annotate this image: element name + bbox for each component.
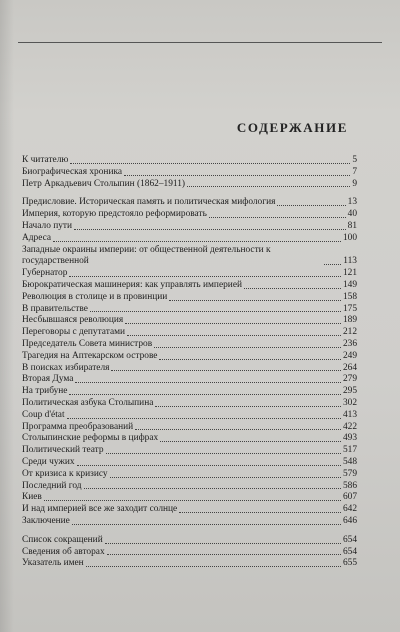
toc-entry [22, 469, 357, 481]
dot-leader [324, 263, 341, 265]
dot-leader [106, 452, 341, 454]
toc-entry-page: 236 [342, 338, 357, 349]
toc-entry-title: Среди чужих [22, 456, 75, 467]
toc-entry-title: Последний год [22, 480, 82, 491]
dot-leader [135, 428, 341, 430]
toc-entry-page: 212 [342, 327, 357, 338]
toc-entry-page: 413 [342, 409, 357, 420]
toc-entry-title: И над империей все же заходит солнце [22, 504, 178, 515]
toc-entry-title: Бюрократическая машинерия: как управлять империей [22, 279, 242, 290]
toc-entry [22, 516, 357, 528]
toc-entry [22, 155, 357, 167]
dot-leader [154, 346, 341, 348]
toc-entry [22, 221, 357, 233]
toc-entry-title: Переговоры с депутатами [22, 327, 126, 338]
toc-entry [22, 245, 357, 269]
dot-leader [75, 381, 341, 383]
toc-entry [22, 433, 357, 445]
toc-entry [22, 280, 357, 292]
toc-entry-page: 422 [342, 421, 357, 432]
toc-entry-title: Киев [22, 492, 42, 503]
dot-leader [160, 440, 341, 442]
toc-entry-title: Сведения об авторах [22, 546, 105, 557]
toc-entry-page: 642 [342, 504, 357, 515]
toc-entry-title: Предисловие. Историческая память и политическая мифология [22, 197, 276, 208]
toc-entry-title: Председатель Совета министров [22, 338, 153, 349]
dot-leader [209, 216, 346, 218]
toc-entry [22, 410, 357, 422]
toc-entry-title: Революция в столице и в провинции [22, 291, 168, 302]
toc-entry-title: В поисках избирателя [22, 362, 110, 373]
toc-entry-page: 40 [347, 209, 357, 220]
toc-entry-title: Империя, которую предстояло реформировать [22, 209, 207, 220]
toc-entry-page: 158 [342, 291, 357, 302]
toc-entry-title: Трагедия на Аптекарском острове [22, 350, 158, 361]
toc-entry-title: Политический театр [22, 445, 104, 456]
dot-leader [105, 542, 341, 544]
dot-leader [74, 228, 346, 230]
toc-entry [22, 504, 357, 516]
toc-entry-title: Петр Аркадьевич Столыпин (1862–1911) [22, 178, 186, 189]
toc-entry-page: 493 [342, 433, 357, 444]
toc-entry-page: 189 [342, 315, 357, 326]
toc-entry-page: 295 [342, 386, 357, 397]
dot-leader [127, 334, 341, 336]
toc-entry [22, 233, 357, 245]
toc-entry [22, 339, 357, 351]
dot-leader [86, 565, 341, 567]
toc-entry [22, 386, 357, 398]
toc-entry-page: 655 [342, 558, 357, 569]
toc-entry [22, 445, 357, 457]
toc-entry [22, 374, 357, 386]
dot-leader [169, 299, 341, 301]
toc-entry-title: Губернатор [22, 268, 68, 279]
toc-entry-title: Заключение [22, 515, 70, 526]
toc-entry [22, 558, 357, 570]
toc-entry-page: 175 [342, 303, 357, 314]
toc-entry-title: Начало пути [22, 220, 73, 231]
toc-entry-page: 113 [343, 256, 357, 267]
toc-entry-page: 81 [347, 220, 357, 231]
toc-entry-page: 264 [342, 362, 357, 373]
dot-leader [70, 162, 350, 164]
toc-entry-page: 13 [347, 197, 357, 208]
toc-entry-page: 279 [342, 374, 357, 385]
toc-entry-title: Coup d'état [22, 409, 65, 420]
toc-entry-page: 121 [342, 268, 357, 279]
toc-entry-page: 302 [342, 397, 357, 408]
toc-entry [22, 457, 357, 469]
toc-entry-page: 646 [342, 515, 357, 526]
toc-entry [22, 547, 357, 559]
dot-leader [159, 358, 340, 360]
toc-entry [22, 315, 357, 327]
toc-entry-page: 517 [342, 445, 357, 456]
toc-entry-page: 100 [342, 232, 357, 243]
table-of-contents [22, 155, 357, 570]
toc-entry [22, 197, 357, 209]
toc-entry-title: Столыпинские реформы в цифрах [22, 433, 159, 444]
toc-entry-page: 5 [352, 155, 357, 165]
dot-leader [69, 275, 341, 277]
toc-entry [22, 268, 357, 280]
toc-entry-page: 149 [342, 279, 357, 290]
toc-entry [22, 422, 357, 434]
dot-leader [67, 417, 341, 419]
toc-entry [22, 327, 357, 339]
toc-entry [22, 304, 357, 316]
toc-entry [22, 481, 357, 493]
toc-entry [22, 351, 357, 363]
dot-leader [69, 393, 340, 395]
toc-entry-title: Западные окраины империи: от общественной деятельности к государственной [22, 244, 271, 267]
toc-entry-page: 579 [342, 468, 357, 479]
toc-entry-title: От кризиса к кризису [22, 468, 108, 479]
top-rule [18, 42, 382, 43]
dot-leader [44, 499, 341, 501]
toc-entry-title: Программа преобразований [22, 421, 134, 432]
dot-leader [53, 240, 341, 242]
dot-leader [77, 464, 341, 466]
toc-entry-page: 607 [342, 492, 357, 503]
dot-leader [125, 322, 341, 324]
toc-entry [22, 209, 357, 221]
toc-entry-title: К читателю [22, 155, 69, 165]
toc-entry-title: На трибуне [22, 386, 68, 397]
dot-leader [111, 369, 340, 371]
toc-entry [22, 398, 357, 410]
dot-leader [90, 310, 341, 312]
toc-entry-title: Адреса [22, 232, 52, 243]
toc-entry-title: Список сокращений [22, 534, 103, 545]
dot-leader [187, 185, 350, 187]
toc-entry-page: 249 [342, 350, 357, 361]
dot-leader [110, 476, 341, 478]
toc-entry [22, 363, 357, 375]
dot-leader [277, 204, 345, 206]
dot-leader [124, 174, 350, 176]
toc-entry-title: Биографическая хроника [22, 166, 123, 177]
toc-entry-title: В правительстве [22, 303, 88, 314]
dot-leader [72, 523, 341, 525]
dot-leader [179, 511, 341, 513]
dot-leader [155, 405, 341, 407]
toc-heading: СОДЕРЖАНИЕ [236, 120, 348, 135]
toc-entry-page: 7 [352, 166, 357, 177]
toc-entry-title: Политическая азбука Столыпина [22, 397, 154, 408]
toc-entry [22, 535, 357, 547]
toc-entry-title: Несбывшаяся революция [22, 315, 124, 326]
toc-entry [22, 179, 357, 191]
toc-entry-title: Указатель имен [22, 558, 84, 569]
toc-entry [22, 292, 357, 304]
dot-leader [244, 287, 341, 289]
toc-entry-title: Вторая Дума [22, 374, 74, 385]
toc-entry-page: 586 [342, 480, 357, 491]
toc-entry-page: 9 [352, 178, 357, 189]
toc-entry [22, 167, 357, 179]
toc-entry-page: 654 [342, 546, 357, 557]
dot-leader [84, 487, 341, 489]
toc-entry-page: 654 [342, 534, 357, 545]
dot-leader [107, 553, 341, 555]
toc-entry [22, 492, 357, 504]
toc-entry-page: 548 [342, 456, 357, 467]
